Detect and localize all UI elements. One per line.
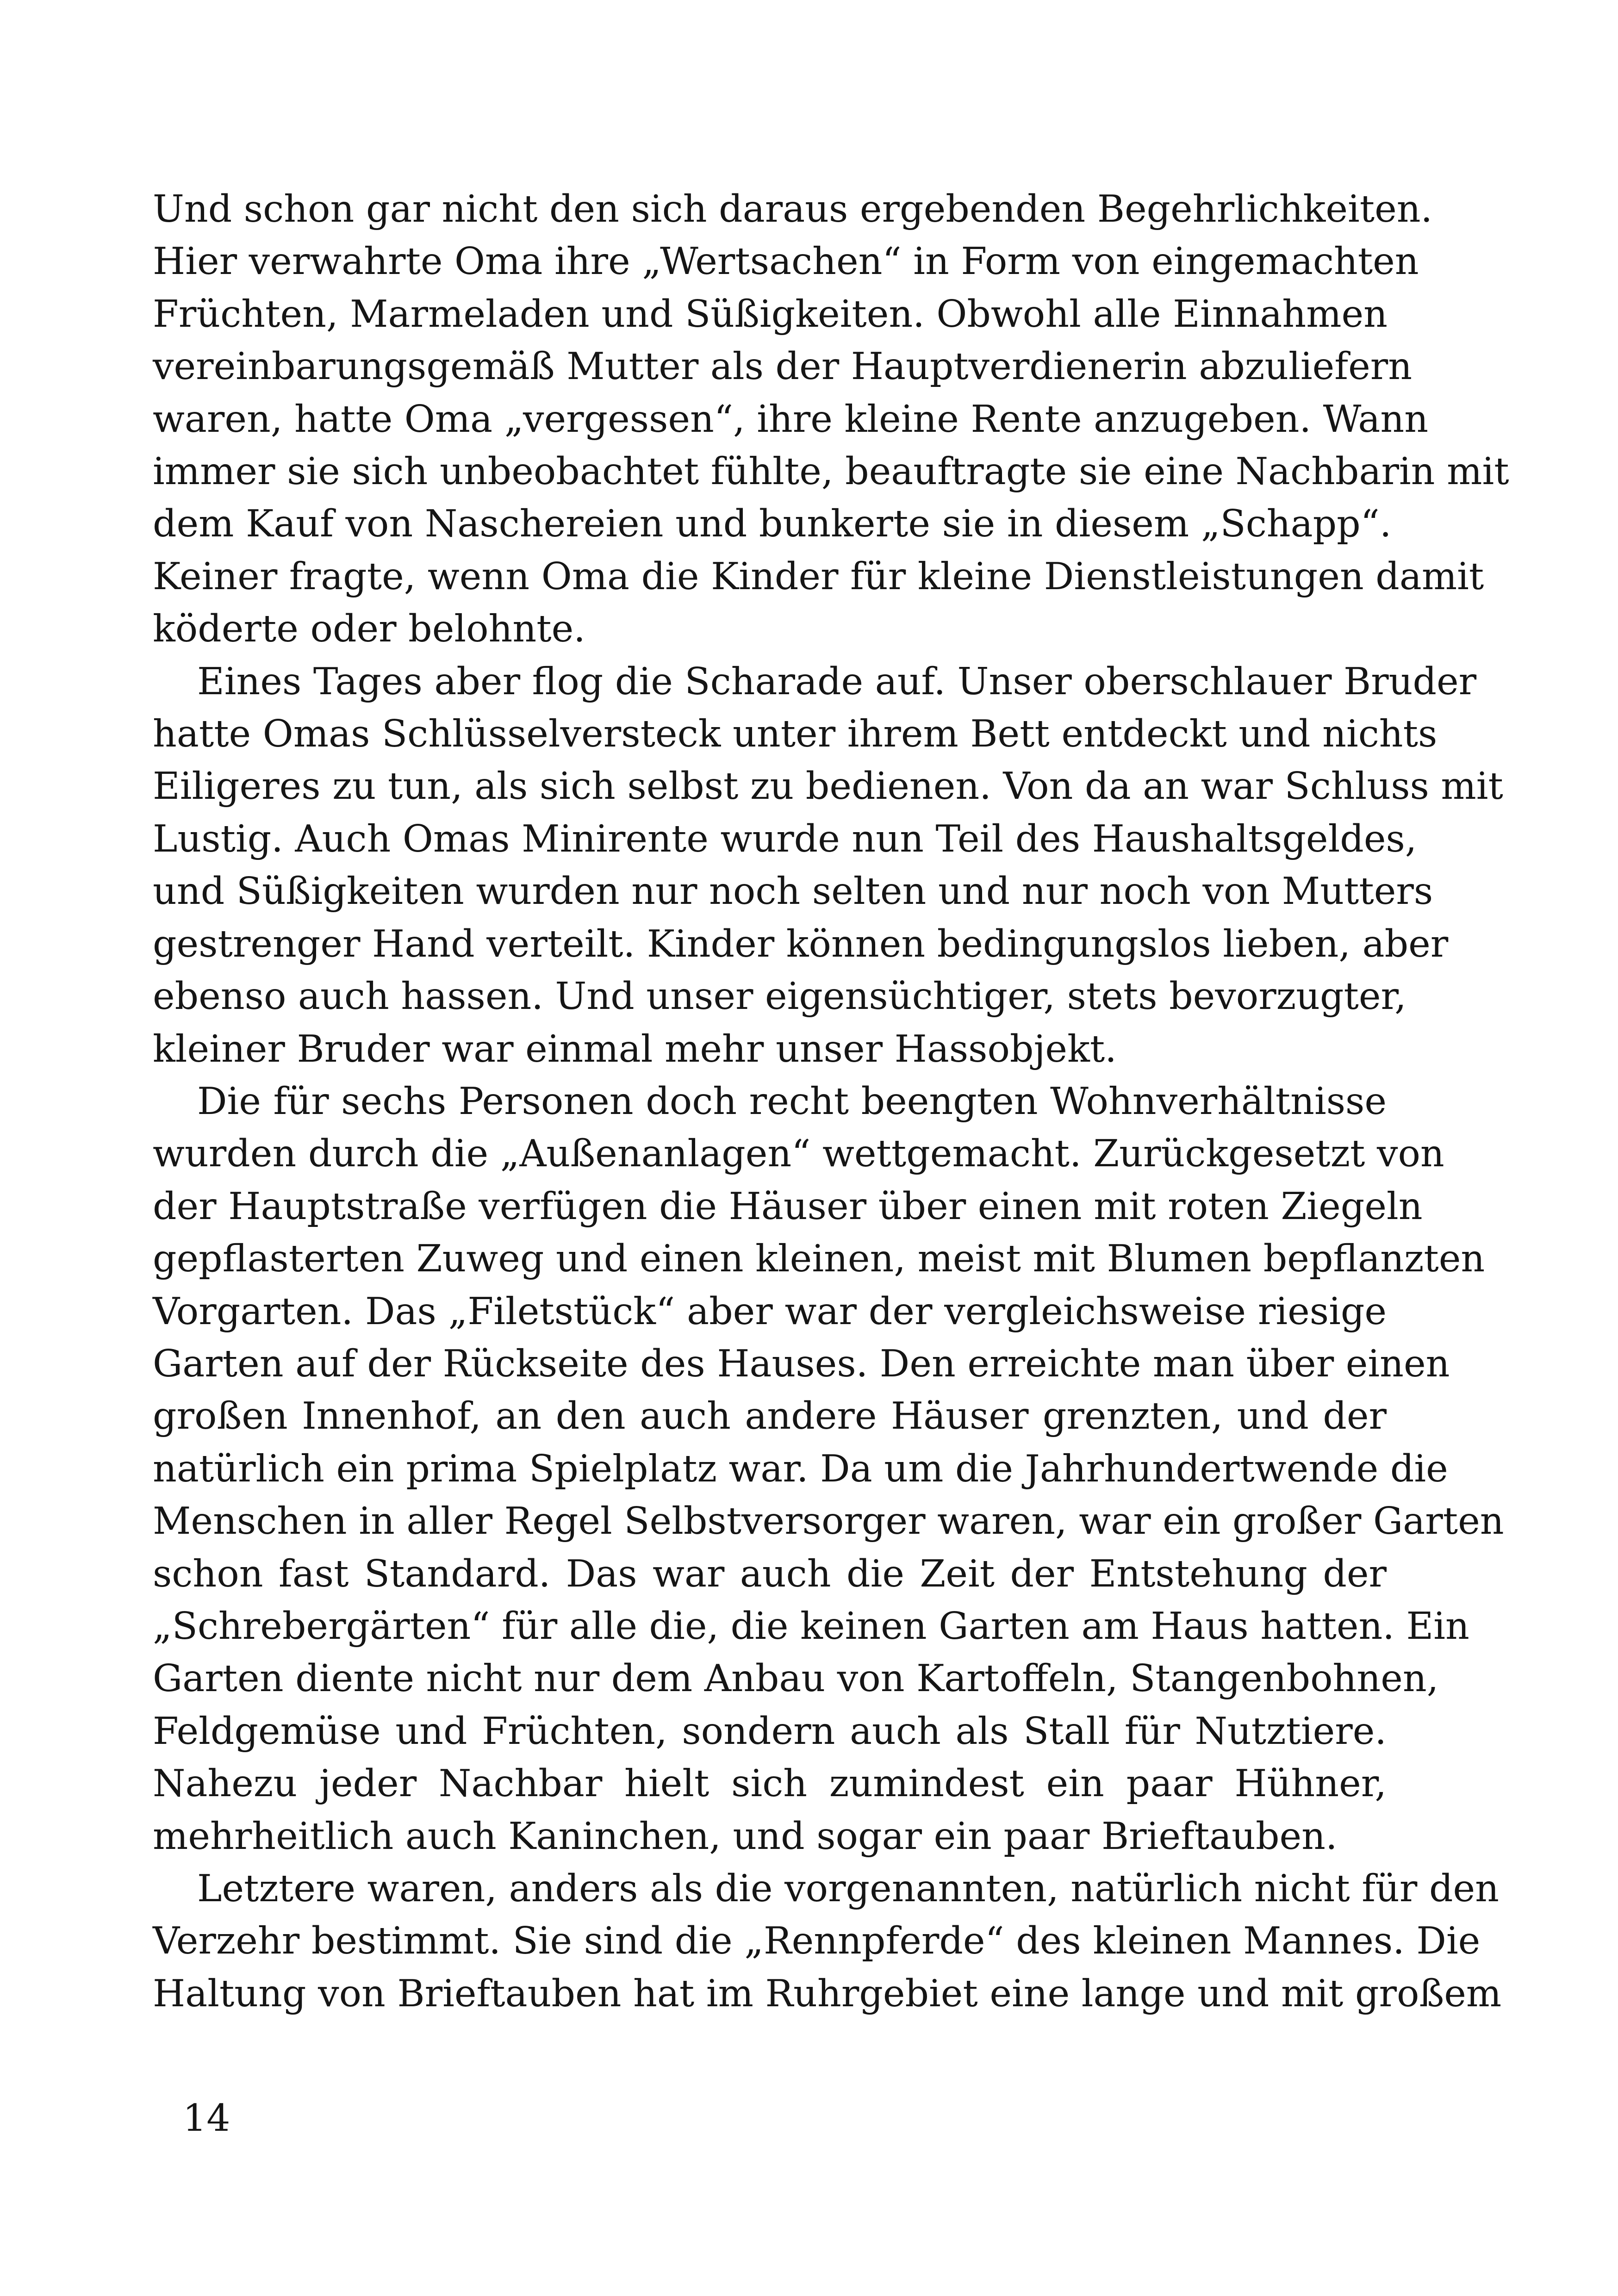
text-line: Vorgarten. Das „Filetstück“ aber war der vergleichsweise riesige [153, 1289, 1387, 1333]
text-line: Früchten, Marmeladen und Süßigkeiten. Obwohl alle Einnahmen [153, 292, 1388, 336]
page-number: 14 [183, 2096, 230, 2140]
text-line: Haltung von Brieftauben hat im Ruhrgebiet eine lange und mit großem [153, 1971, 1502, 2015]
text-line: Menschen in aller Regel Selbstversorger waren, war ein großer Garten [153, 1499, 1504, 1543]
text-line: kleiner Bruder war einmal mehr unser Hassobjekt. [153, 1027, 1117, 1070]
text-line: Und schon gar nicht den sich daraus ergebenden Begehrlichkeiten. [153, 187, 1433, 230]
text-line: Hier verwahrte Oma ihre „Wertsachen“ in Form von eingemachten [153, 239, 1419, 283]
text-line: großen Innenhof, an den auch andere Häuser grenzten, und der [153, 1394, 1387, 1438]
paragraph [153, 1862, 1502, 2020]
text-line: „Schrebergärten“ für alle die, die keinen Garten am Haus hatten. Ein [153, 1604, 1469, 1648]
paragraph [153, 183, 1509, 655]
text-line: mehrheitlich auch Kaninchen, und sogar ein paar Brieftauben. [153, 1814, 1338, 1858]
text-line: der Hauptstraße verfügen die Häuser über einen mit roten Ziegeln [153, 1184, 1423, 1228]
text-line: hatte Omas Schlüsselversteck unter ihrem Bett entdeckt und nichts [153, 712, 1438, 756]
text-line: Garten diente nicht nur dem Anbau von Kartoffeln, Stangenbohnen, [153, 1656, 1439, 1700]
text-line: Lustig. Auch Omas Minirente wurde nun Teil des Haushaltsgeldes, [153, 816, 1417, 860]
text-line: waren, hatte Oma „vergessen“, ihre kleine Rente anzugeben. Wann [153, 397, 1429, 441]
paragraph [153, 1075, 1504, 1862]
text-line: ebenso auch hassen. Und unser eigensüchtiger, stets bevorzugter, [153, 974, 1406, 1018]
text-line: wurden durch die „Außenanlagen“ wettgemacht. Zurückgesetzt von [153, 1132, 1444, 1176]
text-line: gestrenger Hand verteilt. Kinder können bedingungslos lieben, aber [153, 921, 1449, 965]
text-line: Keiner fragte, wenn Oma die Kinder für kleine Dienstleistungen damit [153, 554, 1484, 598]
text-line: schon fast Standard. Das war auch die Zeit der Entstehung der [153, 1551, 1387, 1595]
text-line: und Süßigkeiten wurden nur noch selten und nur noch von Mutters [153, 869, 1433, 913]
paragraph [153, 655, 1503, 1075]
body-text [153, 183, 1509, 2020]
text-line: Eiligeres zu tun, als sich selbst zu bedienen. Von da an war Schluss mit [153, 764, 1503, 808]
text-line: Verzehr bestimmt. Sie sind die „Rennpferde“ des kleinen Mannes. Die [153, 1919, 1481, 1963]
text-line: Die für sechs Personen doch recht beengten Wohnverhältnisse [197, 1079, 1387, 1123]
text-line: immer sie sich unbeobachtet fühlte, beauftragte sie eine Nachbarin mit [153, 449, 1509, 493]
text-line: köderte oder belohnte. [153, 607, 585, 651]
text-line: vereinbarungsgemäß Mutter als der Hauptverdienerin abzuliefern [153, 344, 1413, 388]
text-line: Nahezu jeder Nachbar hielt sich zumindest ein paar Hühner, [153, 1761, 1387, 1805]
text-line: Eines Tages aber flog die Scharade auf. Unser oberschlauer Bruder [197, 659, 1477, 703]
text-line: Feldgemüse und Früchten, sondern auch als Stall für Nutztiere. [153, 1709, 1387, 1753]
text-line: natürlich ein prima Spielplatz war. Da um die Jahrhundertwende die [153, 1446, 1448, 1490]
text-line: gepflasterten Zuweg und einen kleinen, meist mit Blumen bepflanzten [153, 1237, 1485, 1281]
text-line: dem Kauf von Naschereien und bunkerte sie in diesem „Schapp“. [153, 502, 1392, 546]
text-line: Letztere waren, anders als die vorgenannten, natürlich nicht für den [197, 1867, 1499, 1910]
text-line: Garten auf der Rückseite des Hauses. Den erreichte man über einen [153, 1341, 1450, 1385]
